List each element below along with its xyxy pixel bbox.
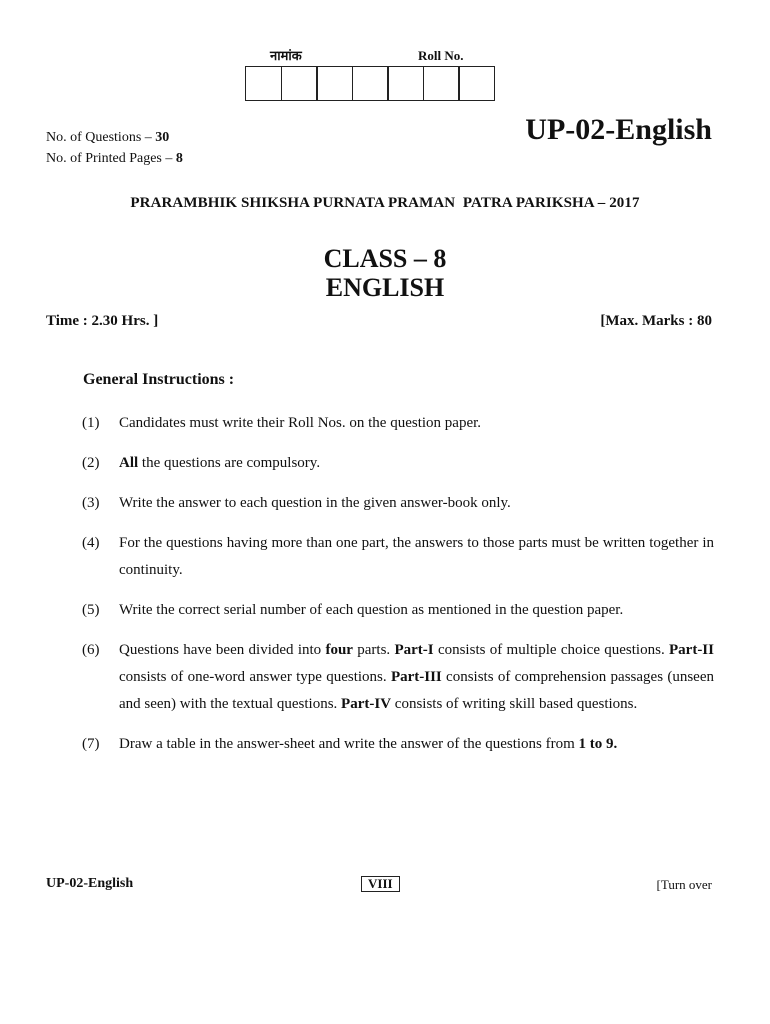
- roll-number-box[interactable]: [387, 66, 424, 101]
- subject-line: ENGLISH: [325, 273, 445, 302]
- roll-number-boxes: [245, 66, 495, 101]
- instruction-number: (5): [82, 602, 100, 618]
- instruction-text-span: parts.: [352, 642, 395, 658]
- instruction-number: (1): [82, 415, 100, 431]
- paper-meta: [46, 127, 183, 169]
- roll-number-label: Roll No.: [418, 48, 464, 63]
- instruction-item: [82, 450, 714, 477]
- instruction-text: [119, 450, 714, 477]
- instruction-text-bold: Part-IV: [341, 696, 392, 712]
- instruction-number: (6): [82, 642, 100, 658]
- instruction-text: [119, 410, 714, 437]
- instruction-text: [119, 530, 714, 584]
- roll-number-box[interactable]: [458, 66, 495, 101]
- instruction-text: [119, 490, 714, 517]
- instruction-item: [82, 731, 714, 758]
- instruction-text-bold: Part-III: [390, 669, 442, 685]
- class-subject-heading: [0, 244, 770, 302]
- instruction-text-span: For the questions having more than one part, the answers to those parts must be written together in continuity.: [119, 535, 714, 578]
- max-marks: [Max. Marks : 80: [600, 313, 712, 329]
- instruction-text-span: consists of writing skill based questions.: [391, 696, 638, 712]
- instruction-number: (7): [82, 736, 100, 752]
- instruction-text-span: Candidates must write their Roll Nos. on the question paper.: [119, 415, 482, 431]
- instructions-heading: General Instructions :: [83, 371, 235, 388]
- instruction-text-bold: 1 to 9.: [578, 736, 618, 752]
- roll-number-box[interactable]: [316, 66, 353, 101]
- instruction-text-span: Write the answer to each question in the given answer-book only.: [119, 495, 511, 511]
- instruction-text: [119, 637, 714, 718]
- instruction-text-span: consists of multiple choice questions.: [433, 642, 669, 658]
- instruction-text-span: Write the correct serial number of each question as mentioned in the question paper.: [119, 602, 624, 618]
- turn-over-note: [Turn over: [656, 877, 712, 892]
- instruction-text-span: the questions are compulsory.: [138, 455, 321, 471]
- instruction-text-span: consists of one-word answer type questions.: [119, 669, 391, 685]
- roll-number-box[interactable]: [423, 66, 460, 101]
- roll-number-label-hindi: नामांक: [270, 48, 302, 63]
- roll-number-box[interactable]: [352, 66, 389, 101]
- instruction-item: [82, 637, 714, 718]
- instruction-text-bold: Part-II: [669, 642, 714, 658]
- instruction-text-span: Questions have been divided into: [119, 642, 326, 658]
- instruction-item: [82, 410, 714, 437]
- instruction-text-bold: four: [325, 642, 353, 658]
- questions-count: No. of Questions – 30: [46, 130, 170, 145]
- instruction-number: (4): [82, 535, 100, 551]
- instruction-number: (3): [82, 495, 100, 511]
- instruction-item: [82, 490, 714, 517]
- printed-pages-count: No. of Printed Pages – 8: [46, 151, 183, 166]
- page-number: VIII: [361, 876, 400, 892]
- instruction-text: [119, 731, 714, 758]
- footer-paper-code: UP-02-English: [46, 876, 134, 891]
- class-line: CLASS – 8: [323, 244, 447, 273]
- instruction-text-span: consists of comprehension passages (unseen and seen) with the textual questions.: [119, 669, 714, 712]
- instruction-item: [82, 530, 714, 584]
- roll-number-box[interactable]: [245, 66, 282, 101]
- instruction-text: [119, 597, 714, 624]
- exam-title: PRARAMBHIK SHIKSHA PURNATA PRAMAN PATRA PARIKSHA – 2017: [130, 195, 640, 211]
- instruction-item: [82, 597, 714, 624]
- paper-code: UP-02-English: [525, 113, 712, 146]
- roll-number-box[interactable]: [281, 66, 318, 101]
- instruction-text-bold: Part-I: [394, 642, 434, 658]
- instruction-text-span: Draw a table in the answer-sheet and write the answer of the questions from: [119, 736, 579, 752]
- instructions-list: [82, 410, 714, 771]
- instruction-text-bold: All: [119, 455, 139, 471]
- instruction-number: (2): [82, 455, 100, 471]
- time-allowed: Time : 2.30 Hrs. ]: [46, 313, 159, 329]
